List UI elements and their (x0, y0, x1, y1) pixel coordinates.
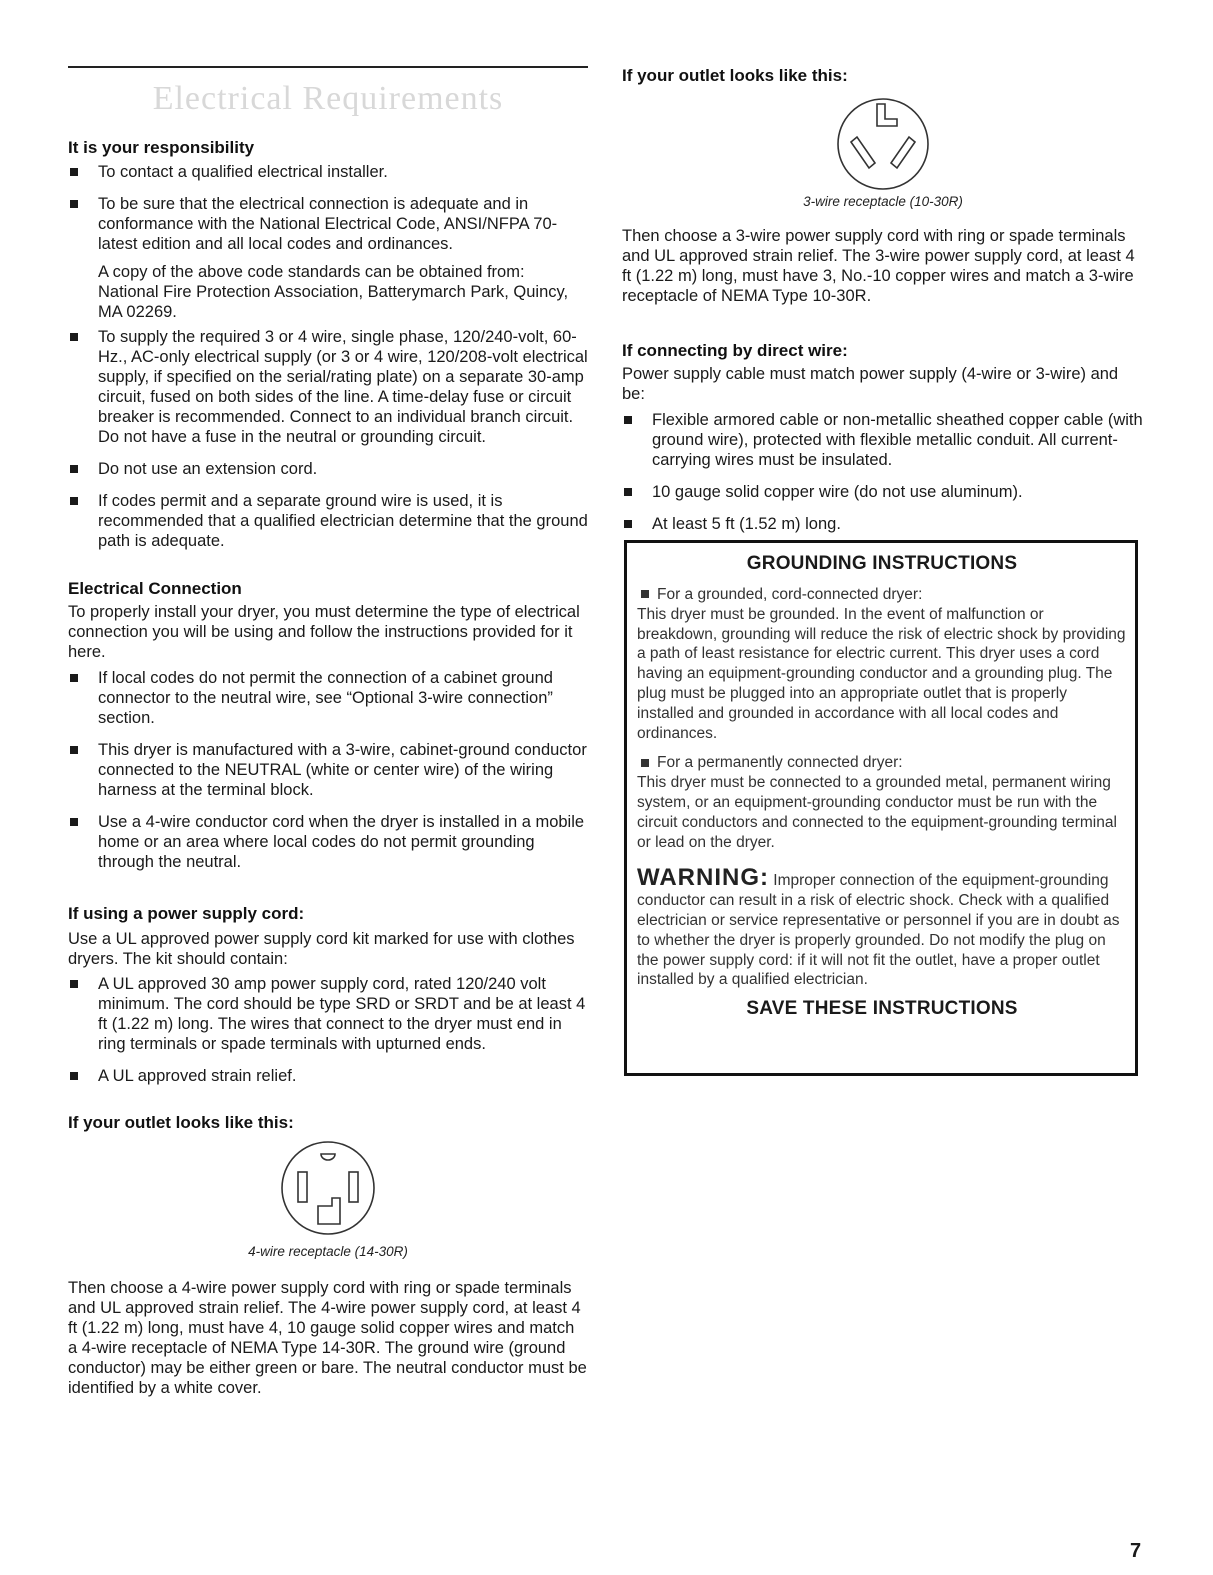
bullet-square-icon (641, 590, 649, 598)
outlet-3wire-text: Then choose a 3-wire power supply cord with ring or spade terminals and UL approved strain relief. The 3-wire power supply cord, at least 4 ft (1.22 m) long, must have 3, No.-10 copper wires and match a 3-wire receptacle of NEMA Type 10-30R. (622, 227, 1135, 305)
grounding-instructions-box (624, 540, 1138, 1076)
responsibility-list-cont (68, 327, 588, 551)
list-item: At least 5 ft (1.52 m) long. (622, 514, 1144, 534)
bullet-square-icon (641, 759, 649, 767)
direct-wire-list (622, 410, 1144, 534)
permanent-text: This dryer must be connected to a grounded metal, permanent wiring system, or an equipment-grounding conductor must be run with the circuit conductors and connected to the equipment-grounding terminal or lead on the dryer. (637, 774, 1117, 851)
caption-4wire: 4-wire receptacle (14-30R) (248, 1244, 408, 1259)
power-cord-list (68, 974, 588, 1086)
list-item: A UL approved 30 amp power supply cord, rated 120/240 volt minimum. The cord should be type SRD or SRDT and be at least 4 ft (1.22 m) long. The wires that connect to the dryer must end in ring terminals or spade terminals with upturned ends. (68, 974, 588, 1054)
cord-connected-text: This dryer must be grounded. In the event of malfunction or breakdown, grounding will reduce the risk of electric shock by providing a path of least resistance for electric current. This dryer uses a cord having an equipment-grounding conductor and a grounding plug. The plug must be plugged into an appropriate outlet that is properly installed and grounded in accordance with all local codes and ordinances. (637, 605, 1126, 742)
outlet-4wire-text: Then choose a 4-wire power supply cord with ring or spade terminals and UL approved strain relief. The 4-wire power supply cord, at least 4 ft (1.22 m) long, must have 4, 10 gauge solid copper wires and match a 4-wire receptacle of NEMA Type 14-30R. The ground wire (ground conductor) may be either green or bare. The neutral conductor must be identified by a white cover. (68, 1279, 587, 1397)
warning-word: WARNING: (637, 864, 769, 892)
list-item: To contact a qualified electrical installer. (68, 162, 588, 182)
list-item: A UL approved strain relief. (68, 1066, 588, 1086)
code-note: A copy of the above code standards can be obtained from: National Fire Protection Association, Batterymarch Park, Quincy, MA 02269. (98, 263, 569, 321)
responsibility-heading: It is your responsibility (68, 138, 255, 157)
electrical-connection-intro: To properly install your dryer, you must determine the type of electrical connection you will be using and follow the instructions provided for it here. (68, 603, 580, 661)
caption-3wire: 3-wire receptacle (10-30R) (803, 194, 963, 209)
power-cord-heading: If using a power supply cord: (68, 904, 305, 923)
outlet-4wire-heading: If your outlet looks like this: (68, 1113, 294, 1132)
direct-wire-intro: Power supply cable must match power supply (4-wire or 3-wire) and be: (622, 365, 1119, 403)
list-item: If codes permit and a separate ground wire is used, it is recommended that a qualified electrician determine that the ground path is adequate. (68, 491, 588, 551)
warning-text: WARNING: Improper connection of the equipment-grounding conductor can result in a risk of electric shock. Check with a qualified electrician or service representative or personnel if you are in doubt as to whether the dryer is properly grounded. Do not modify the plug on the power supply cord: if it will not fit the outlet, have a proper outlet installed by a qualified electrician. (637, 864, 1120, 989)
list-item: Do not use an extension cord. (68, 459, 588, 479)
outlet-3wire-heading: If your outlet looks like this: (622, 66, 848, 85)
power-cord-intro: Use a UL approved power supply cord kit marked for use with clothes dryers. The kit should contain: (68, 930, 575, 968)
top-rule (68, 66, 588, 68)
electrical-connection-heading: Electrical Connection (68, 579, 242, 598)
receptacle-4wire-icon (278, 1138, 378, 1238)
list-item: To supply the required 3 or 4 wire, single phase, 120/240-volt, 60-Hz., AC-only electrical supply (or 3 or 4 wire, 120/208-volt electrical supply, if specified on the serial/rating plate) on a separate 30-amp circuit, fused on both sides of the line. A time-delay fuse or circuit breaker is recommended. Connect to an individual branch circuit. Do not have a fuse in the neutral or grounding circuit. (68, 327, 588, 447)
list-item: Use a 4-wire conductor cord when the dryer is installed in a mobile home or an area where local codes do not permit grounding through the neutral. (68, 812, 588, 872)
section-title: Electrical Requirements (152, 80, 504, 117)
direct-wire-heading: If connecting by direct wire: (622, 341, 848, 360)
permanent-label: For a permanently connected dryer: (637, 753, 1127, 773)
list-item: This dryer is manufactured with a 3-wire, cabinet-ground conductor connected to the NEUTRAL (white or center wire) of the wiring harness at the terminal block. (68, 740, 588, 800)
save-instructions: SAVE THESE INSTRUCTIONS (746, 998, 1018, 1020)
list-item: If local codes do not permit the connection of a cabinet ground connector to the neutral wire, see “Optional 3-wire connection” section. (68, 668, 588, 728)
responsibility-list (68, 162, 588, 254)
receptacle-3wire-icon (833, 96, 933, 192)
cord-connected-label: For a grounded, cord-connected dryer: (637, 585, 1127, 605)
page-number: 7 (1130, 1540, 1142, 1562)
list-item: To be sure that the electrical connection is adequate and in conformance with the National Electrical Code, ANSI/NFPA 70-latest edition and all local codes and ordinances. (68, 194, 588, 254)
list-item: 10 gauge solid copper wire (do not use aluminum). (622, 482, 1144, 502)
electrical-connection-list (68, 668, 588, 872)
grounding-title: GROUNDING INSTRUCTIONS (746, 553, 1018, 574)
list-item: Flexible armored cable or non-metallic sheathed copper cable (with ground wire), protected with flexible metallic conduit. All current-carrying wires must be insulated. (622, 410, 1144, 470)
